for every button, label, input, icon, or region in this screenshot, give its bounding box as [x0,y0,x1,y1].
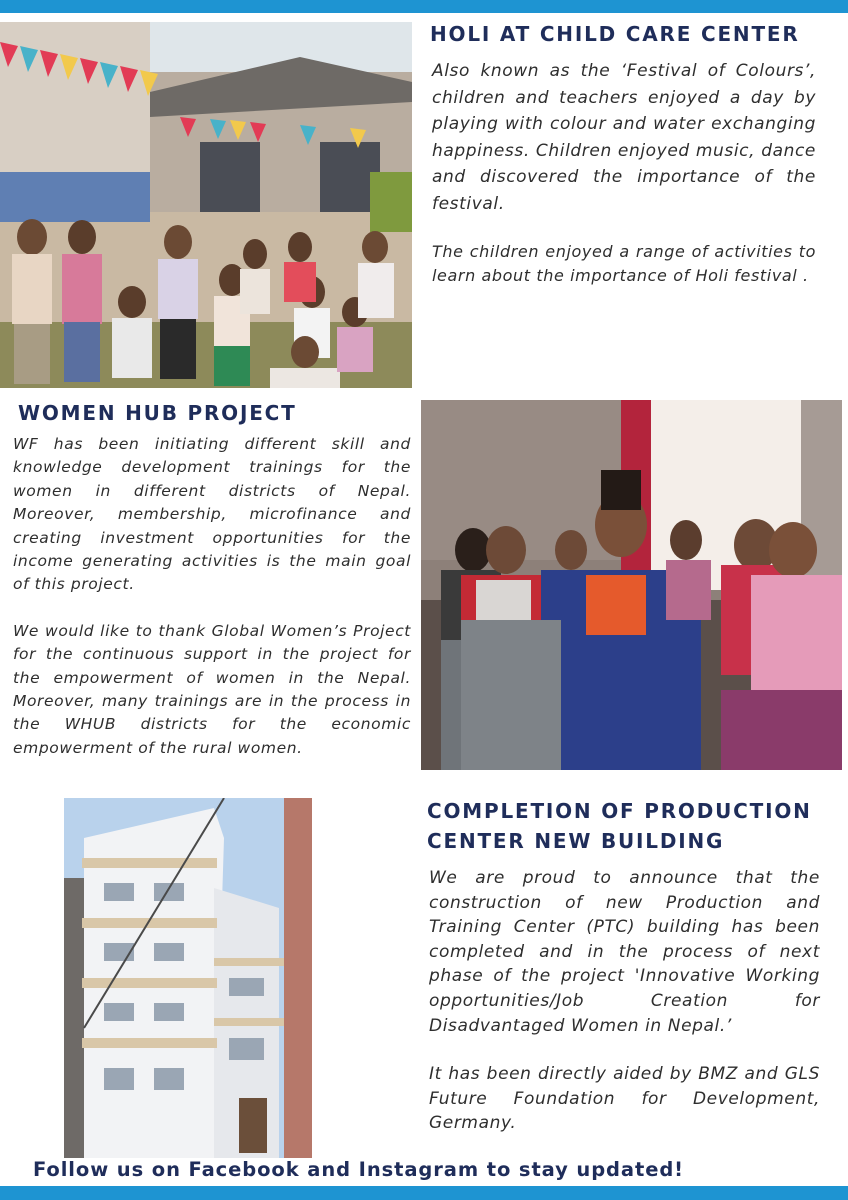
production-center-building-photo [64,798,312,1158]
production-center-section-title [427,796,837,856]
production-center-section-body [429,866,820,1136]
holi-children-photo [0,22,412,388]
women-hub-section-title: WOMEN HUB PROJECT [18,401,297,425]
women-meeting-photo [421,400,842,770]
top-accent-bar [0,0,848,13]
holi-paragraph-2: The children enjoyed a range of activities to learn about the importance of Holi festival . [432,241,816,286]
bottom-accent-bar [0,1186,848,1200]
production-center-paragraph-2: It has been directly aided by BMZ and GLS Future Foundation for Development, Germany. [429,1064,820,1134]
women-hub-paragraph-1: WF has been initiating different skill and knowledge development trainings for the women in different districts of Nepal. Moreover, membership, microfinance and creating investment opportunities for the income generating activities is the main goal of this project. [13,435,411,594]
social-follow-banner: Follow us on Facebook and Instagram to stay updated! [33,1158,684,1181]
production-center-title-line-1: COMPLETION OF PRODUCTION [427,799,812,823]
production-center-paragraph-1: We are proud to announce that the construction of new Production and Training Center (PTC) building has been completed and in the process of next phase of the project 'Innovative Working opportunities/Job Creation for Disadvantaged Women in Nepal.’ [429,868,820,1036]
women-hub-section-body [13,433,411,760]
holi-paragraph-1: Also known as the ‘Festival of Colours’, children and teachers enjoyed a day by playing with colour and water exchanging happiness. Children enjoyed music, dance and discovered the importance of the festival. [432,61,816,214]
holi-section-body [432,58,816,289]
women-hub-paragraph-2: We would like to thank Global Women’s Project for the continuous support in the project for the empowerment of women in the Nepal. Moreover, many trainings are in the process in the WHUB districts for the economic empowerment of the rural women. [13,621,411,757]
production-center-title-line-2: CENTER NEW BUILDING [427,829,725,853]
holi-section-title: HOLI AT CHILD CARE CENTER [430,22,800,46]
